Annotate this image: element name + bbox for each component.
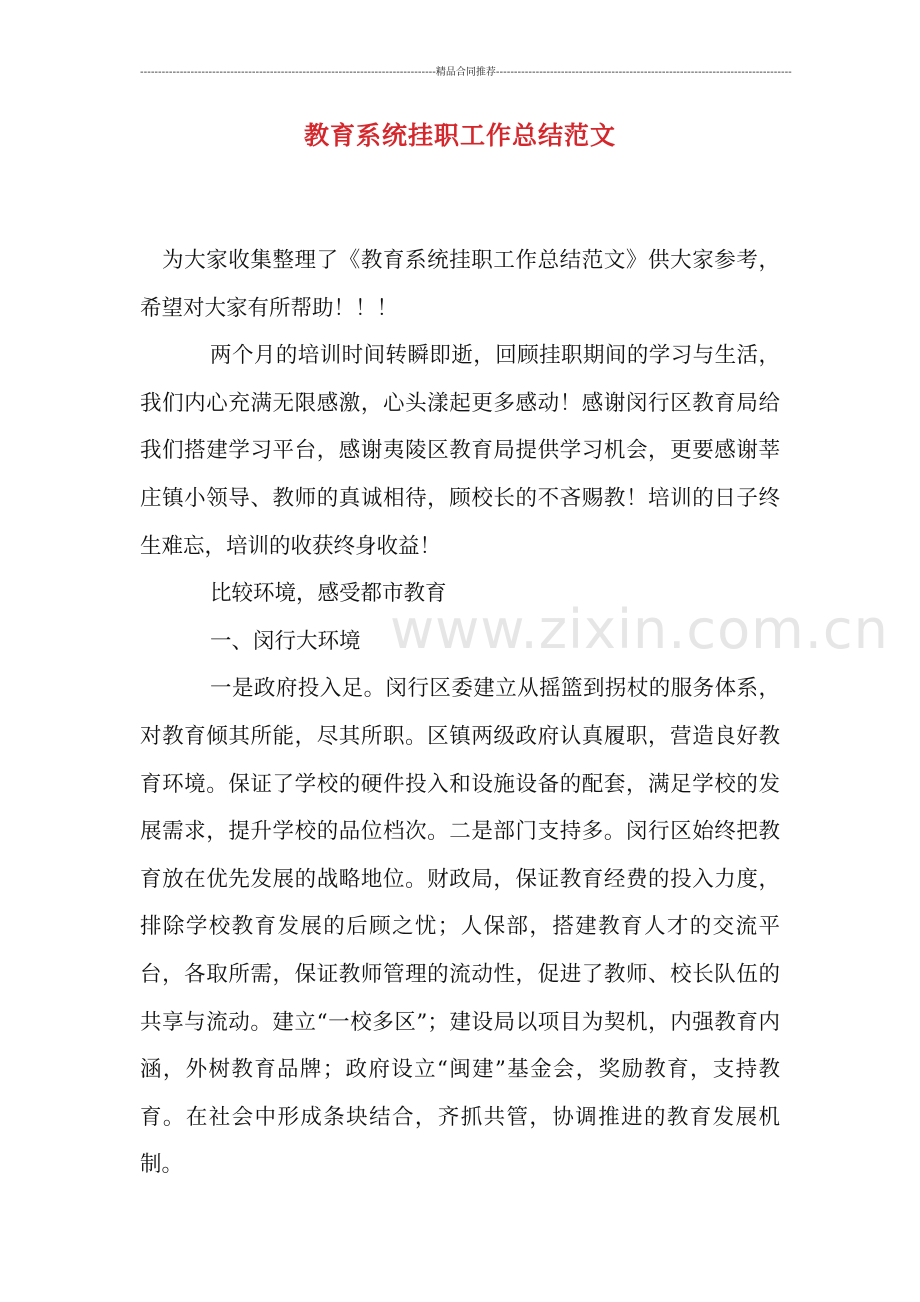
body-paragraph: 两个月的培训时间转瞬即逝，回顾挂职期间的学习与生活，我们内心充满无限感激，心头漾起更多感动！感谢闵行区教育局给我们搭建学习平台，感谢夷陵区教育局提供学习机会，更要感谢莘庄镇小领导、教师的真诚相待，顾校长的不吝赐教！培训的日子终生难忘，培训的收获终身收益！ — [140, 343, 780, 559]
document-title: 教育系统挂职工作总结范文 — [303, 121, 616, 150]
header-label: 精品合同推荐 — [435, 67, 496, 78]
subsection-heading: 一、闵行大环境 — [210, 628, 361, 654]
header-dashes-left: ---------------------------------------------------------------------------------- — [140, 67, 436, 78]
intro-paragraph: 为大家收集整理了《教育系统挂职工作总结范文》供大家参考，希望对大家有所帮助！！！ — [140, 248, 780, 321]
header-dashes-right: ---------------------------------------------------------------------------------- — [495, 67, 792, 78]
section-heading: 比较环境，感受都市教育 — [210, 581, 447, 607]
body-paragraph: 一是政府投入足。闵行区委建立从摇篮到拐杖的服务体系，对教育倾其所能，尽其所职。区镇两级政府认真履职，营造良好教育环境。保证了学校的硬件投入和设施设备的配套，满足学校的发展需求，提升学校的品位档次。二是部门支持多。闵行区始终把教育放在优先发展的战略地位。财政局，保证教育经费的投入力度，排除学校教育发展的后顾之忧；人保部，搭建教育人才的交流平台，各取所需，保证教师管理的流动性，促进了教师、校长队伍的共享与流动。建立“一校多区”；建设局以项目为契机，内强教育内涵，外树教育品牌；政府设立“闽建”基金会，奖励教育，支持教育。在社会中形成条块结合，齐抓共管，协调推进的教育发展机制。 — [140, 676, 780, 1178]
watermark: www.zixin.com.cn — [390, 598, 889, 661]
document-header — [140, 66, 792, 80]
document-body — [140, 237, 780, 1189]
